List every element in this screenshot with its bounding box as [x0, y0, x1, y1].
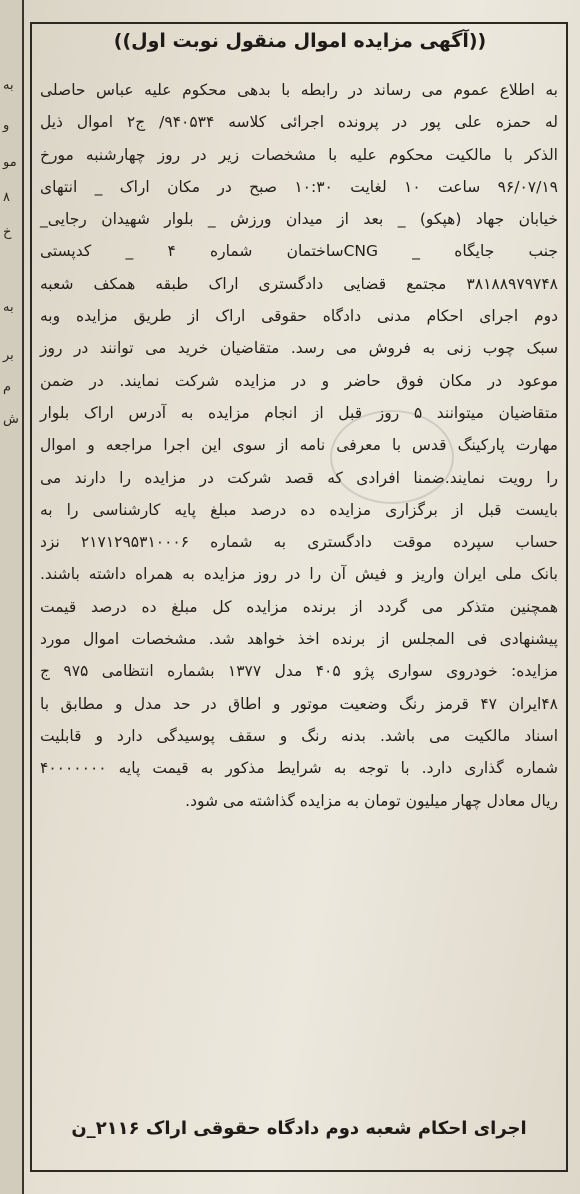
body-line: ۹۶/۰۷/۱۹ ساعت ۱۰ لغایت ۱۰:۳۰ صبح در مکان اراک _ انتهای: [40, 177, 558, 196]
body-line: بانک ملی ایران واریز و فیش آن را در روز مزایده به همراه داشته باشند.: [40, 565, 558, 584]
strip-text: به: [3, 300, 14, 315]
body-line: موعود در مکان فوق حاضر و در مزایده شرکت نمایند. در ضمن: [40, 371, 558, 390]
strip-text: بر: [3, 348, 14, 363]
body-line: خیابان جهاد (هپکو) _ بعد از میدان ورزش _ بلوار شهیدان رجایی_: [40, 210, 558, 229]
strip-text: ش: [3, 412, 19, 427]
body-line: اسناد مالکیت می باشد. بدنه رنگ و سقف پوسیدگی دارد و قابلیت: [40, 726, 558, 745]
adjacent-column-fragment: [0, 0, 24, 1194]
notice-body: [40, 74, 558, 817]
body-line: را رویت نمایند.ضمنا افرادی که قصد شرکت در مزایده را دارند می: [40, 468, 558, 487]
body-line: ریال معادل چهار میلیون تومان به مزایده گذاشته می شود.: [185, 791, 558, 810]
body-line: دوم اجرای احکام مدنی دادگاه حقوقی اراک از طریق مزایده وبه: [40, 307, 558, 326]
notice-title: ((آگهی مزایده اموال منقول نوبت اول)): [113, 30, 487, 52]
body-line: مزایده: خودروی سواری پژو ۴۰۵ مدل ۱۳۷۷ بشماره انتظامی ۹۷۵ ج: [40, 662, 559, 681]
body-line: مهارت پارکینگ قدس با معرفی نامه از سوی این اجرا مراجعه و اموال: [40, 436, 558, 455]
body-line: به اطلاع عموم می رساند در رابطه با بدهی محکوم علیه عباس حاصلی: [40, 81, 558, 99]
body-line: ۳۸۱۸۸۹۷۹۷۴۸ مجتمع قضایی دادگستری اراک طبقه همکف شعبه: [40, 274, 558, 293]
body-line: بایست قبل از برگزاری مزایده ده درصد مبلغ پایه کارشناسی را به: [40, 500, 558, 519]
strip-text: و: [3, 118, 10, 133]
body-line: شماره گذاری دارد. با توجه به شرایط مذکور به قیمت پایه ۴۰۰۰۰۰۰۰: [40, 759, 558, 778]
body-line: له حمزه علی پور در پرونده اجرائی کلاسه ۹۴۰۵۳۴/ ج۲ اموال ذیل: [40, 113, 559, 132]
body-line: پیشنهادی فی المجلس از برنده اخذ خواهد شد. مشخصات اموال مورد: [40, 630, 558, 649]
body-line: متقاضیان میتوانند ۵ روز قبل از انجام مزایده به آدرس اراک بلوار: [40, 403, 558, 422]
body-line: همچنین متذکر می گردد از برنده مزایده کل مبلغ ده درصد قیمت: [40, 597, 558, 616]
strip-text: مو: [3, 155, 17, 170]
strip-text: ۸: [3, 190, 10, 205]
strip-text: م: [3, 380, 12, 395]
body-line: سبک چوب زنی به فروش می رسد. متقاضیان خرید می توانند در روز: [40, 339, 558, 358]
body-line: حساب سپرده موقت دادگستری به شماره ۲۱۷۱۲۹۵۳۱۰۰۰۶ نزد: [40, 533, 558, 552]
body-line: جنب جایگاه _ CNGساختمان شماره ۴ _ کدپستی: [40, 242, 559, 261]
strip-text: به: [3, 78, 14, 93]
body-line: ۴۸ایران ۴۷ قرمز رنگ وضعیت موتور و اطاق در حد مدل و مطابق با: [40, 694, 558, 713]
strip-text: خ: [3, 225, 12, 240]
notice-signature: اجرای احکام شعبه دوم دادگاه حقوقی اراک ۲۱۱۶_ن: [71, 1118, 527, 1139]
body-line: الذکر با مالکیت محکوم علیه با مشخصات زیر در روز چهارشنبه مورخ: [40, 145, 558, 164]
